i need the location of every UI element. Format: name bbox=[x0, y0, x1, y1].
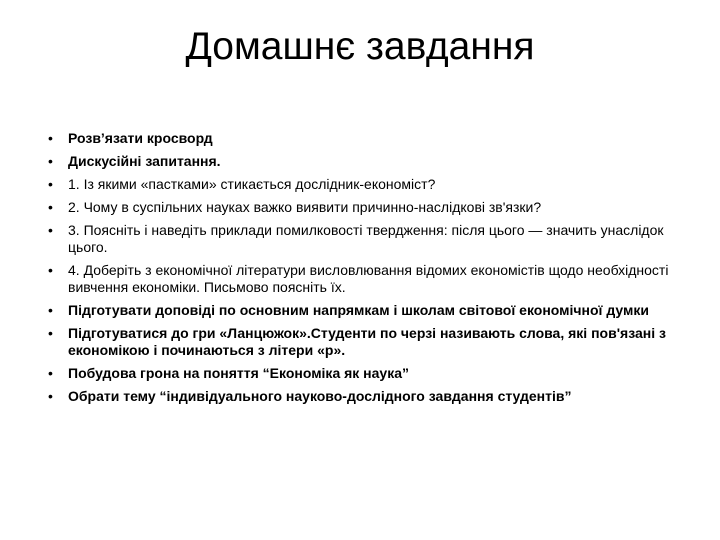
list-item-text: 2. Чому в суспільних науках важко виявити причинно-наслідкові зв'язки? bbox=[68, 199, 542, 215]
list-item-text: Підготувати доповіді по основним напрямкам і школам світової економічної думки bbox=[68, 302, 649, 318]
bullet-list bbox=[48, 130, 688, 411]
list-item bbox=[48, 130, 688, 147]
list-item bbox=[48, 222, 688, 256]
bullet-marker: • bbox=[48, 388, 53, 404]
list-item-text: Обрати тему “індивідуального науково-дослідного завдання студентів” bbox=[68, 388, 572, 404]
list-item bbox=[48, 176, 688, 193]
list-item-text: 3. Поясніть і наведіть приклади помилковості твердження: після цього — значить унаслідок цього. bbox=[68, 222, 664, 255]
bullet-marker: • bbox=[48, 325, 53, 341]
list-item bbox=[48, 388, 688, 405]
list-item bbox=[48, 302, 688, 319]
list-item-text: Розв’язати кросворд bbox=[68, 130, 213, 146]
list-item-text: Побудова грона на поняття “Економіка як наука” bbox=[68, 365, 410, 381]
list-item-text: 4. Доберіть з економічної літератури висловлювання відомих економістів щодо необхідності вивчення економіки. Письмово поясніть їх. bbox=[68, 262, 669, 295]
bullet-marker: • bbox=[48, 222, 53, 238]
list-item-text: Підготуватися до гри «Ланцюжок».Студенти по черзі називають слова, які пов'язані з економікою і починаються з літери «р». bbox=[68, 325, 666, 358]
bullet-marker: • bbox=[48, 262, 53, 278]
list-item bbox=[48, 262, 688, 296]
list-item bbox=[48, 199, 688, 216]
list-item bbox=[48, 365, 688, 382]
bullet-marker: • bbox=[48, 302, 53, 318]
slide-title: Домашнє завдання bbox=[185, 25, 535, 68]
bullet-marker: • bbox=[48, 153, 53, 169]
bullet-marker: • bbox=[48, 199, 53, 215]
list-item-text: 1. Із якими «пастками» стикається дослідник-економіст? bbox=[68, 176, 436, 192]
list-item bbox=[48, 325, 688, 359]
bullet-marker: • bbox=[48, 365, 53, 381]
list-item-text: Дискусійні запитання. bbox=[68, 153, 221, 169]
bullet-marker: • bbox=[48, 176, 53, 192]
list-item bbox=[48, 153, 688, 170]
bullet-marker: • bbox=[48, 130, 53, 146]
